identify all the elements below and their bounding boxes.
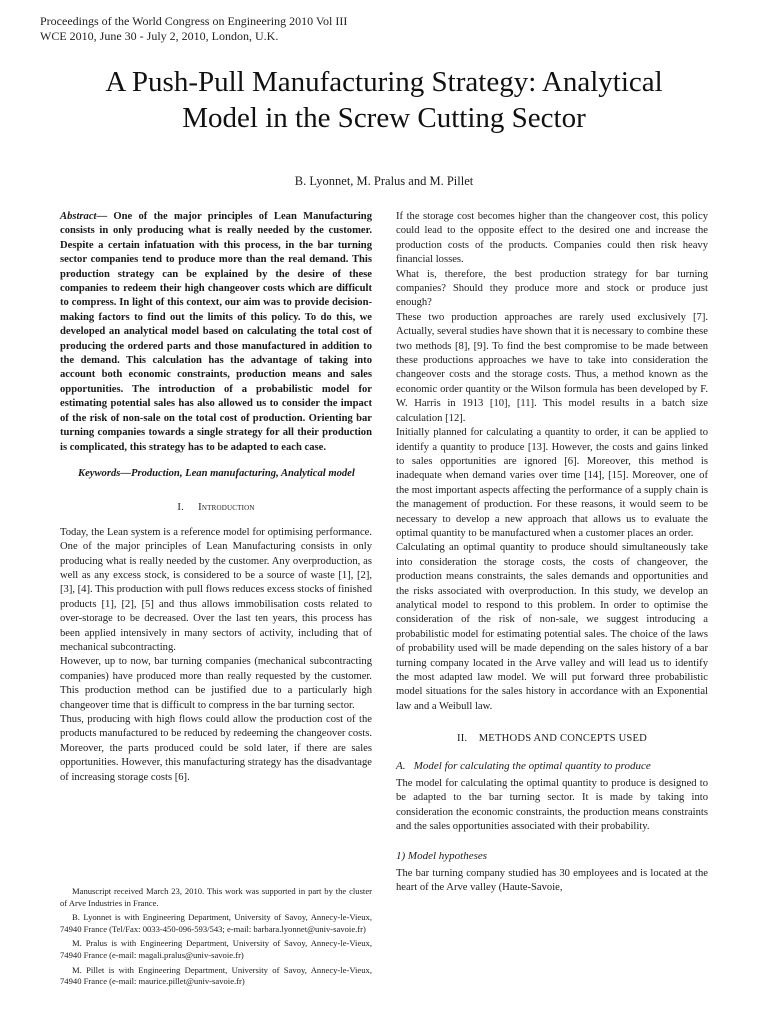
body-paragraph-5: Calculating an optimal quantity to produce should simultaneously take into consideration the storage costs, the costs of changeover, the production means constraints, the sales demands and opportunities and the risks associated with overproduction. In this study, we develop an analytical model to respond to this problem. In order to optimise the consideration of the risk of non-sale, we suggest introducing a probabilistic model for estimating potential sales. The choice of the laws of probability used will be made depending on the sales history of a bar turning company located in the Arve valley and will lead us to identify the most adapted law model. We will put forward three probabilistic model situations for the sales history in accordance with an Exponential law and a Weibull law. — [396, 542, 708, 712]
keywords: Keywords—Production, Lean manufacturing, Analytical model — [78, 467, 355, 479]
section-number: II. — [456, 733, 468, 745]
footnote-author-lyonnet: B. Lyonnet is with Engineering Department, University of Savoy, Annecy-le-Vieux, 74940 France (Tel/Fax: 0033-450-096-593/543; e-mail: barbara.lyonnet@univ-savoie.fr) — [60, 912, 372, 934]
hypotheses-paragraph: The bar turning company studied has 30 employees and is located at the heart of the Arve valley (Haute-Savoie, — [396, 868, 708, 894]
abstract-label: Abstract — [60, 211, 97, 222]
section-title: METHODS AND CONCEPTS USED — [478, 733, 648, 745]
right-column — [396, 210, 708, 896]
intro-paragraph-3: Thus, producing with high flows could allow the production cost of the products manufactured to be reduced by redeeming the changeover costs. Moreover, the parts produced could be sold later, if there are sales opportunities. However, this manufacturing strategy has the disadvantage of increasing storage costs [6]. — [60, 714, 372, 783]
paper-title — [0, 64, 768, 136]
abstract-dash: — — [96, 211, 114, 222]
abstract — [60, 210, 372, 455]
footnotes — [60, 886, 372, 988]
subsubsection-heading-hypotheses: 1) Model hypotheses — [396, 849, 488, 862]
footnote-author-pillet: M. Pillet is with Engineering Department, University of Savoy, Annecy-le-Vieux, 74940 France (e-mail: maurice.pillet@univ-savoie.fr) — [60, 964, 372, 987]
title-line-2: Model in the Screw Cutting Sector — [182, 102, 586, 134]
footnote-author-pralus: M. Pralus is with Engineering Department, University of Savoy, Annecy-le-Vieux, 74940 France (e-mail: magali.pralus@univ-savoie.fr) — [60, 938, 372, 960]
body-paragraph-2: What is, therefore, the best production strategy for bar turning companies? Should they produce more and stock or produce just enough? — [396, 268, 708, 309]
subsection-label: A. — [396, 759, 406, 772]
running-header — [40, 14, 347, 44]
section-title: Introduction — [198, 502, 255, 514]
footnote-manuscript: Manuscript received March 23, 2010. This work was supported in part by the cluster of Arve Industries in France. — [60, 886, 372, 908]
intro-paragraph-1: Today, the Lean system is a reference model for optimising performance. One of the major principles of Lean Manufacturing consists in only producing what is really needed by the customer. Any overproduction, as well as any excess stock, is considered to be a source of waste [1], [2], [3], [4]. This production with pull flows reduces excess stocks of finished products [1], [2], [5] and thus allows immobilisation costs related to over-storage to be decreased. Over the last ten years, this process has been applied intensively in many sectors of activity, including that of mechanical subcontracting. — [60, 526, 372, 653]
section-heading-methods — [396, 732, 708, 746]
subsection-heading-a — [396, 759, 708, 773]
left-column — [60, 210, 372, 785]
body-paragraph-4: Initially planned for calculating a quantity to order, it can be applied to identify a quantity to produce [13]. However, the costs and gains linked to sales opportunities are ignored [6]. Moreover, this method is inadequate when demand varies over time [14], [15]. Moreover, one of the most important aspects affecting the performance of a supply chain is the management of production. For these reasons, it would seem to be necessary to develop a new approach that allows us to evaluate the optimal quantity to be manufactured when a customer places an order. — [396, 427, 708, 539]
intro-paragraph-2: However, up to now, bar turning companies (mechanical subcontracting companies) have produced more than really requested by the customer. This production method can be justified due to a particularly high changeover time that is difficult to compress in the bar turning sector. — [60, 656, 372, 711]
section-number: I. — [177, 502, 184, 514]
header-proceedings: Proceedings of the World Congress on Engineering 2010 Vol III — [40, 14, 348, 28]
section-heading-introduction — [60, 501, 372, 515]
subsection-a-paragraph: The model for calculating the optimal quantity to produce is designed to be adapted to the bar turning sector. It is made by taking into consideration the economic constraints, the production means constraints and the sales opportunities associated with their probability. — [396, 778, 708, 833]
header-conference: WCE 2010, June 30 - July 2, 2010, London, U.K. — [40, 29, 279, 43]
title-line-1: A Push-Pull Manufacturing Strategy: Analytical — [105, 66, 663, 98]
author-list: B. Lyonnet, M. Pralus and M. Pillet — [294, 174, 474, 188]
body-paragraph-1: If the storage cost becomes higher than the changeover cost, this policy could lead to the opposite effect to the desired one and increase the production costs of the products. Companies could then risk heavy financial losses. — [396, 211, 708, 266]
subsection-title: Model for calculating the optimal quantity to produce — [413, 759, 651, 772]
body-paragraph-3: These two production approaches are rarely used exclusively [7]. Actually, several studies have shown that it is necessary to combine these two methods [8], [9]. To find the best compromise to be made between these productions approaches we have to take into consideration the changeover costs and the storage costs. Thus, a method known as the economic order quantity or the Wilson formula has been developed by F. W. Harris in 1913 [10], [11]. This model results in a batch size calculation [12]. — [396, 311, 708, 424]
abstract-text: One of the major principles of Lean Manufacturing consists in only producing what is really needed by the customer. Despite a certain infatuation with this process, in the bar turning sector companies tend to produce more than the real demand. This production strategy can be explained by the desire of these companies to redeem their high changeover costs which are difficult to compress. In light of this context, our aim was to provide decision-making factors to find out the limits of this policy. To do this, we developed an analytical model based on calculating the total cost of producing the ordered parts and those manufactured in addition to the demand. This calculation has the advantage of taking into account both economic constraints, production means and sales opportunities. The introduction of a probabilistic model for estimating potential sales has also allowed us to consider the impact of the risk of non-sale on the total cost of production. Orienting bar turning companies towards a single strategy for all their production is complicated, this strategy has to be adapted to each case. — [60, 211, 372, 453]
